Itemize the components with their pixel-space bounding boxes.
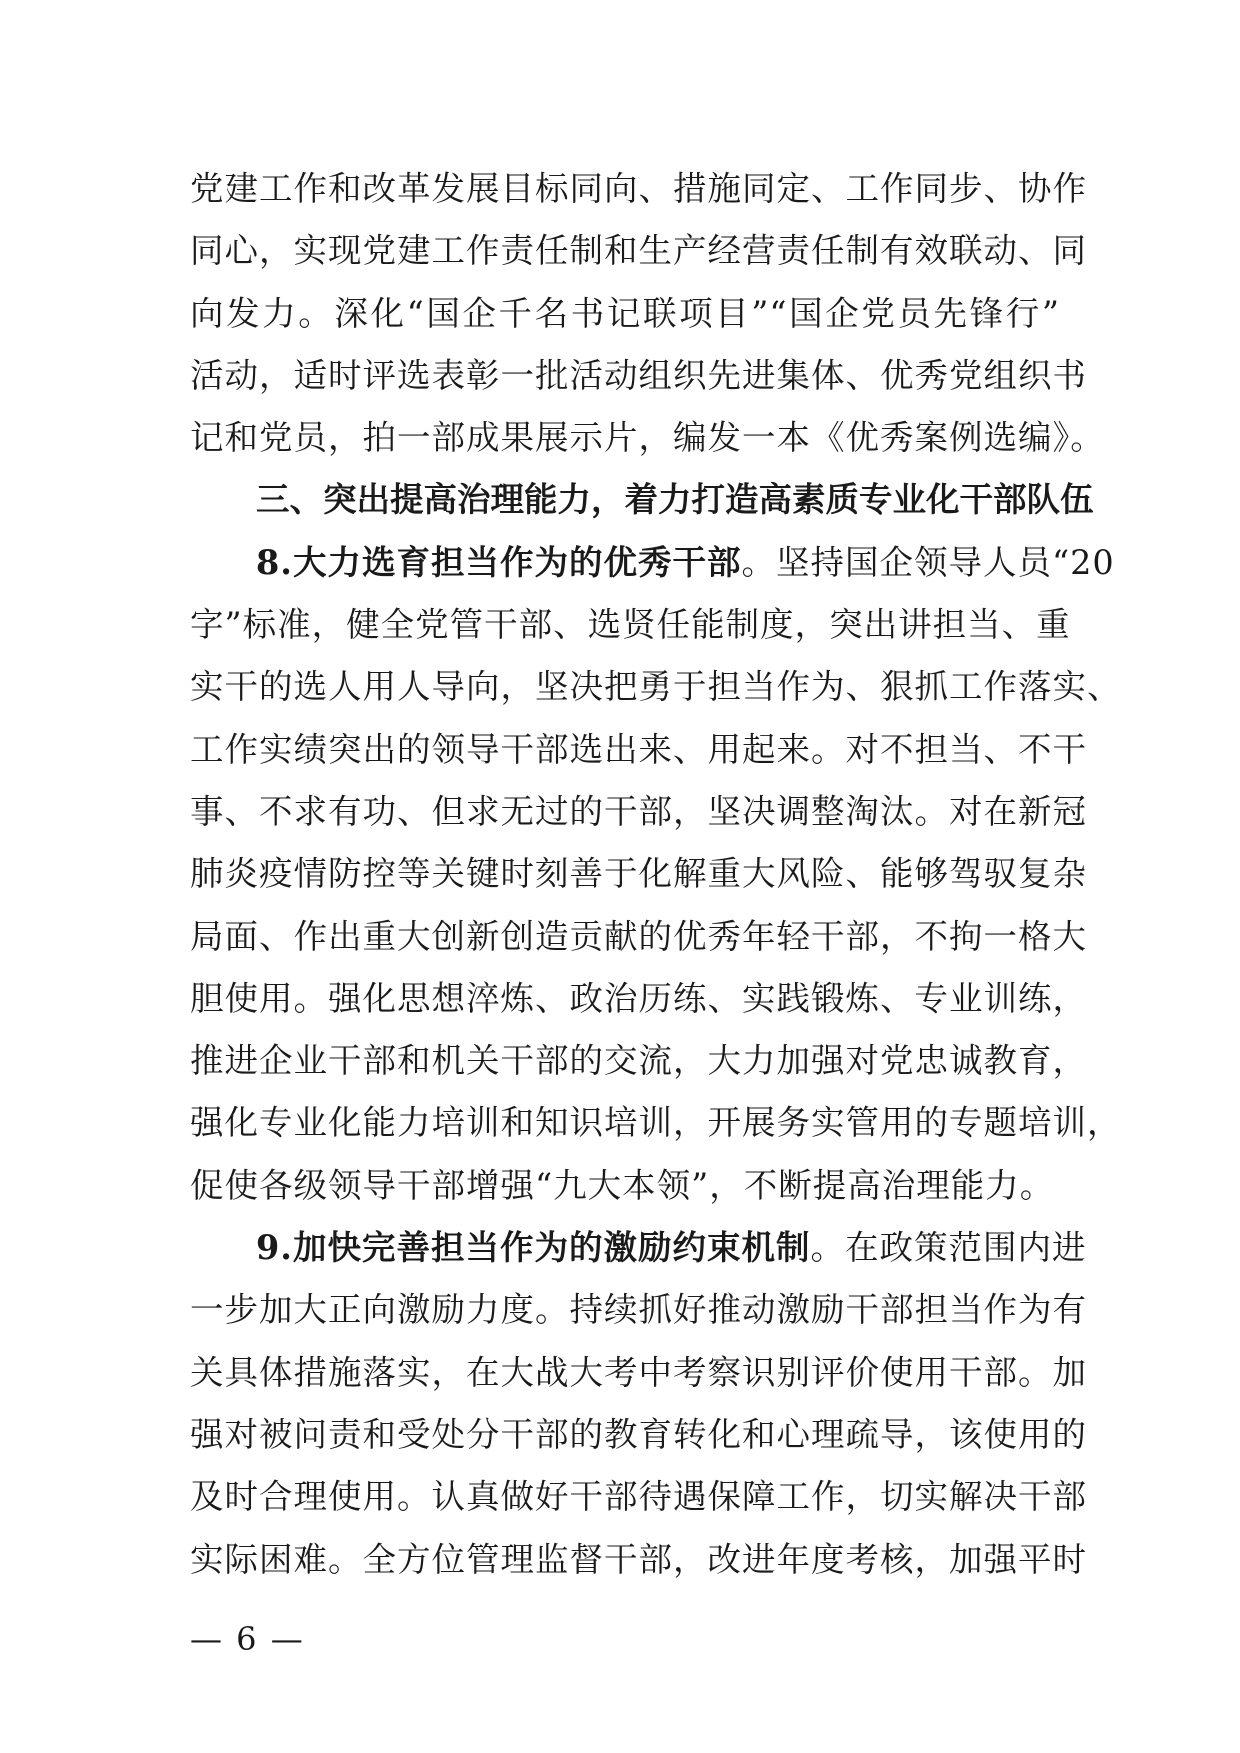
text-line: 一步加大正向激励力度。持续抓好推动激励干部担当作为有 [190, 1290, 1087, 1330]
page-number: — 6 — [190, 1620, 305, 1658]
item-text: 。在政策范围内进 [810, 1228, 1087, 1268]
text-line: 实干的选人用人导向，坚决把勇于担当作为、狠抓工作落实、 [190, 667, 1122, 707]
text-line: 党建工作和改革发展目标同向、措施同定、工作同步、协作 [190, 169, 1087, 208]
text-line: 关具体措施落实，在大战大考中考察识别评价使用干部。加 [190, 1352, 1087, 1392]
text-line: 记和党员，拍一部成果展示片，编发一本《优秀案例选编》。 [190, 418, 1105, 458]
document-body [190, 158, 1122, 1591]
item-text: 。坚持国企领导人员“20 [741, 542, 1115, 582]
text-line: 强化专业化能力培训和知识培训，开展务实管用的专题培训， [190, 1103, 1122, 1143]
text-line: 事、不求有功、但求无过的干部，坚决调整淘汰。对在新冠 [190, 791, 1087, 831]
text-line: 促使各级领导干部增强“九大本领”，不断提高治理能力。 [190, 1165, 1055, 1205]
text-line: 强对被问责和受处分干部的教育转化和心理疏导，该使用的 [190, 1414, 1087, 1454]
section-heading: 三、突出提高治理能力，着力打造高素质专业化干部队伍 [256, 480, 1094, 520]
item-first-line [190, 1217, 1087, 1279]
text-line: 活动，适时评选表彰一批活动组织先进集体、优秀党组织书 [190, 355, 1087, 395]
text-line: 同心，实现党建工作责任制和生产经营责任制有效联动、同 [190, 231, 1087, 271]
text-line: 工作实绩突出的领导干部选出来、用起来。对不担当、不干 [190, 729, 1087, 769]
item-first-line [190, 532, 1115, 594]
text-line: 向发力。深化“国企千名书记联项目”“国企党员先锋行” [190, 293, 1060, 333]
text-line: 局面、作出重大创新创造贡献的优秀年轻干部，不拘一格大 [190, 916, 1087, 956]
item-title: 8.大力选育担当作为的优秀干部 [256, 542, 742, 582]
paragraph-item-8 [190, 532, 1122, 1217]
text-line: 实际困难。全方位管理监督干部，改进年度考核，加强平时 [190, 1539, 1087, 1579]
text-line: 胆使用。强化思想淬炼、政治历练、实践锻炼、专业训练， [190, 978, 1087, 1018]
text-line: 及时合理使用。认真做好干部待遇保障工作，切实解决干部 [190, 1477, 1087, 1517]
text-line: 肺炎疫情防控等关键时刻善于化解重大风险、能够驾驭复杂 [190, 854, 1087, 894]
text-line: 推进企业干部和机关干部的交流，大力加强对党忠诚教育， [190, 1041, 1087, 1081]
paragraph-item-9 [190, 1217, 1087, 1591]
paragraph-continued [190, 158, 1105, 469]
text-line: 字”标准，健全党管干部、选贤任能制度，突出讲担当、重 [190, 605, 1071, 645]
item-title: 9.加快完善担当作为的激励约束机制 [256, 1228, 811, 1268]
